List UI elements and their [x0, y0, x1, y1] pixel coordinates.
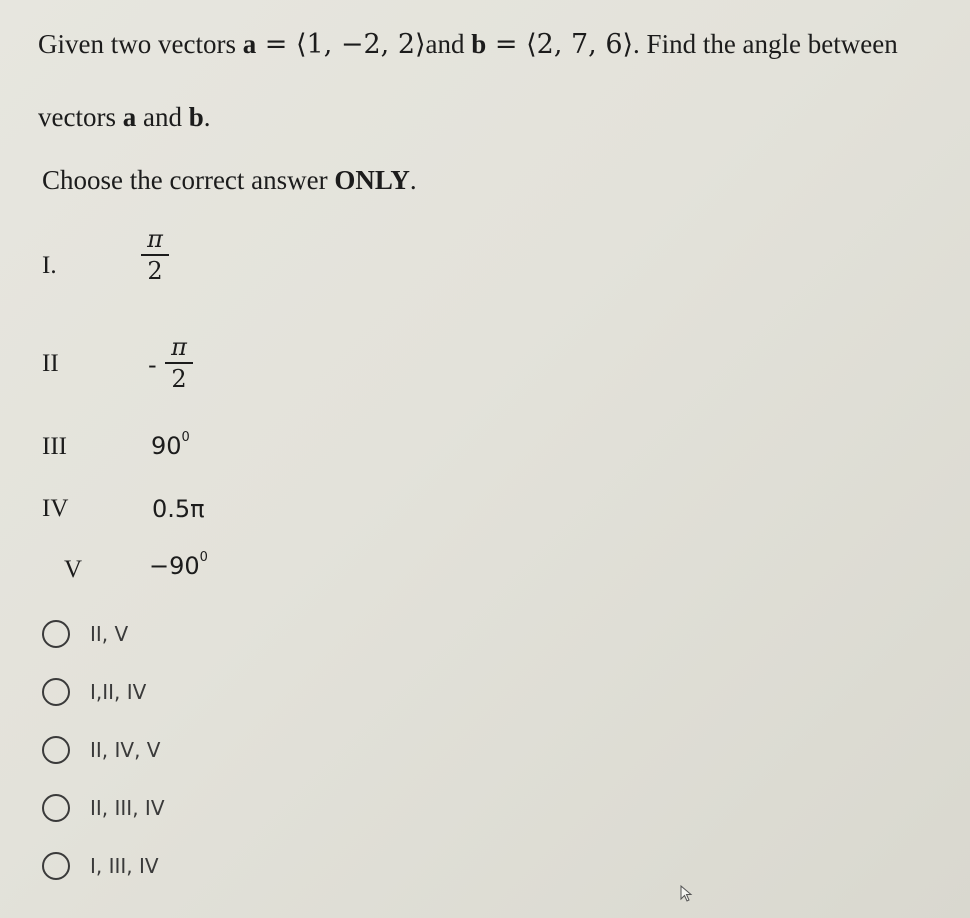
statement-value-1	[141, 226, 169, 285]
statement-numeral-4: IV	[42, 495, 69, 522]
mouse-pointer-icon	[680, 885, 694, 908]
statement-numeral-2: II	[42, 350, 59, 377]
vector-a-value: = ⟨1, −2, 2⟩	[256, 29, 426, 60]
option-label: II, III, IV	[90, 796, 165, 820]
value-text: −90	[149, 552, 200, 580]
question-suffix: . Find the angle between	[633, 29, 898, 59]
statement-numeral-5: V	[64, 556, 83, 583]
fraction-denominator: 2	[147, 257, 163, 286]
answer-option-2[interactable]	[42, 678, 146, 706]
question-line-2	[38, 102, 210, 133]
instruction	[42, 165, 417, 196]
vector-a-name: a	[242, 29, 257, 59]
value-superscript: 0	[181, 430, 190, 445]
statement-value-4: 0.5π	[152, 495, 205, 523]
question-prefix: Given two vectors	[38, 29, 243, 59]
radio-button[interactable]	[42, 678, 70, 706]
line2-vector-a: a	[122, 102, 137, 132]
statement-numeral-1: I.	[42, 252, 57, 279]
fraction-bar	[141, 254, 169, 256]
statement-numeral-3: III	[42, 433, 67, 460]
line2-and: and	[136, 102, 189, 132]
fraction-bar	[165, 362, 193, 364]
radio-button[interactable]	[42, 736, 70, 764]
vector-b-name: b	[471, 29, 487, 59]
answer-option-1[interactable]	[42, 620, 128, 648]
radio-button[interactable]	[42, 852, 70, 880]
radio-button[interactable]	[42, 620, 70, 648]
answer-option-5[interactable]	[42, 852, 159, 880]
answer-option-4[interactable]	[42, 794, 165, 822]
answer-option-3[interactable]	[42, 736, 161, 764]
line2-vector-b: b	[188, 102, 204, 132]
fraction-numerator: π	[147, 225, 163, 253]
value-text: 90	[151, 432, 182, 460]
value-superscript: 0	[199, 550, 208, 565]
fraction-denominator: 2	[171, 365, 187, 394]
statement-sign-2: -	[148, 351, 157, 379]
option-label: II, V	[90, 622, 129, 646]
question-connector: and	[425, 29, 472, 59]
option-label: II, IV, V	[90, 738, 161, 762]
instruction-end: .	[409, 165, 417, 195]
radio-button[interactable]	[42, 794, 70, 822]
line2-end: .	[203, 102, 211, 132]
instruction-bold: ONLY	[334, 165, 410, 195]
statement-value-5	[149, 552, 208, 580]
statement-value-2	[165, 334, 193, 393]
option-label: I,II, IV	[90, 680, 147, 704]
fraction-numerator: π	[171, 333, 187, 361]
statement-value-3	[151, 432, 190, 460]
question-line-1	[38, 29, 898, 60]
vector-b-value: = ⟨2, 7, 6⟩	[486, 29, 634, 60]
instruction-prefix: Choose the correct answer	[42, 165, 335, 195]
question-line2-prefix: vectors	[38, 102, 123, 132]
option-label: I, III, IV	[90, 854, 159, 878]
